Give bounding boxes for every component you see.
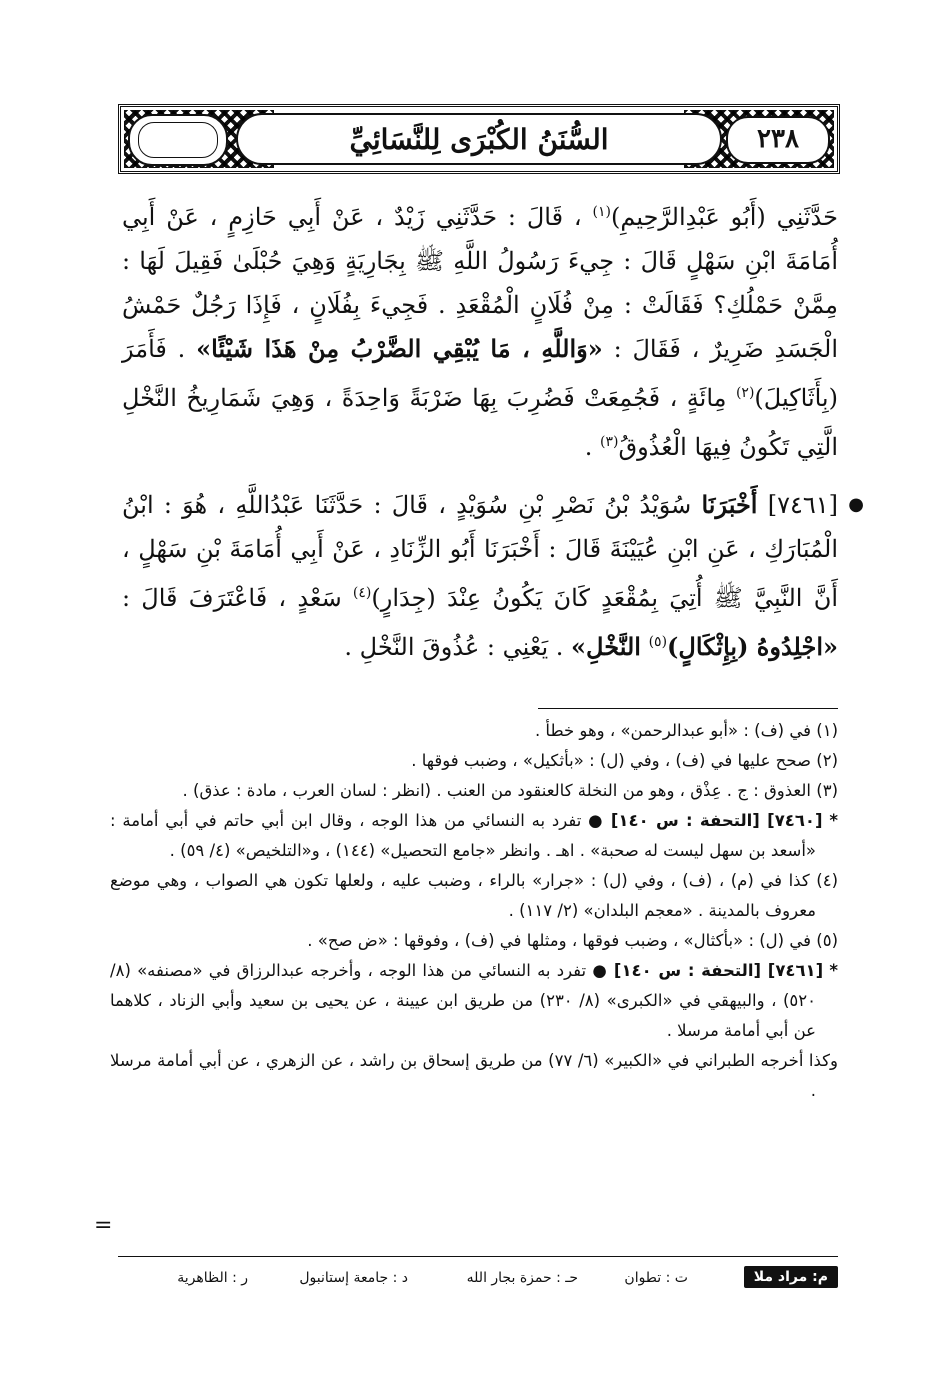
text-line: حَدَّثَنِي (أَبُو عَبْدِالرَّحِيمِ) (611, 203, 838, 231)
siglum-r: ر : الظاهرية (177, 1270, 248, 1286)
text-line: سَعْدٍ ، فَاعْتَرَفَ قَالَ : (122, 584, 342, 612)
text-line: . فَأَمَرَ (بِأَثَاكِيلَ) (122, 335, 838, 412)
star-icon: * (829, 961, 839, 980)
main-text (122, 190, 864, 669)
page-number-box (726, 116, 830, 164)
text-line: النَّبِيَّ ﷺ أُتِيَ بِمُقْعَدٍ كَانَ يَكُونُ عِنْدَ (جِدَارٍ) (371, 584, 803, 612)
takhrij-text: ● تفرد به النسائي من هذا الوجه ، وأخرجه عبدالرزاق في «مصنفه» (٨/ ٥٢٠) ، والبيهقي في «الكبرى» (٨/ ٢٣٠) من طريق ابن عيينة ، عن يحيى بن سعيد وأبي الزناد ، كلاهما عن أبي أمامة مرسلا . (110, 961, 816, 1040)
takhrij-7461 (110, 956, 838, 1046)
prophetic-quote: النَّخْلِ» (571, 632, 641, 661)
text-line: . يَعْنِي : عُذُوقَ النَّخْلِ . (344, 633, 564, 661)
siglum-t: ت : تطوان (624, 1270, 688, 1286)
footnotes (110, 716, 838, 1106)
text-line: مِائَةٍ ، فَجُمِعَتْ (584, 384, 727, 412)
takhrij-7461-cont: وكذا أخرجه الطبراني في «الكبير» (٦/ ٧٧) من طريق إسحاق بن راشد ، عن الزهري ، عن أبي أمامة مرسلا . (110, 1051, 838, 1100)
footnote-2: (٢) صحح عليها في (ف) ، وفي (ل) : «بأثكيل» ، وضبب فوقها . (411, 751, 838, 770)
page-header (118, 104, 840, 174)
text-line: فَقَالَ : (613, 335, 681, 363)
bullet-icon: ● (848, 494, 864, 515)
footnote-1: (١) في (ف) : «أبو عبدالرحمن» ، وهو خطأ . (534, 721, 838, 740)
footnote-5: (٥) في (ل) : «بأكثال» ، وضبب فوقها ، ومثلها في (ف) ، وفوقها : «ض صح» . (307, 931, 838, 950)
text-line: . (584, 433, 593, 461)
takhrij-ref: [٧٤٦١] [التحفة : س ١٤٠] (613, 961, 824, 980)
star-icon: * (829, 811, 838, 830)
footnote-ref: (٢) (735, 385, 755, 401)
header-cartouche (236, 113, 722, 165)
book-logo-icon (128, 114, 228, 166)
takhrij-ref: [٧٤٦٠] [التحفة : س ١٤٠] (610, 811, 823, 830)
book-title: السُّنَنُ الكُبْرَى لِلنَّسَائِيِّ (349, 123, 609, 156)
footnote-ref: (٣) (600, 434, 619, 450)
footnote-3: (٣) العذوق : ج . عِذْق ، وهو من النخلة كالعنقود من العنب . (انظر : لسان العرب ، مادة : عذق) . (182, 781, 838, 800)
hadith-7461 (122, 483, 864, 669)
footnote-divider (538, 708, 838, 709)
page-number: ٢٣٨ (757, 124, 799, 154)
isnad-start: أَخْبَرَنَا (701, 490, 758, 519)
footnote-ref: (١) (592, 204, 612, 220)
book-logo-inner (138, 122, 218, 158)
text-line: فَقَالَتْ : مِنْ فُلَانٍ الْمُقْعَدِ . فَجِيءَ بِفُلَانٍ ، فَإِذَا رَجُلٌ حَمْشُ الْجَسَدِ ضَرِيرٌ ، (122, 291, 839, 363)
footer-divider (118, 1256, 838, 1257)
text-line: ابْنِ سَهْلٍ قَالَ : جِيءَ رَسُولُ اللَّهِ ﷺ بِجَارِيَةٍ وَهِيَ حُبْلَىٰ فَقِيلَ لَهَا : مِمَّنْ حَمْلُكِ؟ (122, 247, 839, 319)
text-line: فَضُرِبَ بِهَا ضَرْبَةً وَاحِدَةً ، وَهِيَ شَمَارِيخُ النَّخْلِ الَّتِي تَكُونُ فِيهَا الْعُذُوقُ (122, 384, 838, 461)
hadith-number: [٧٤٦١] (767, 491, 839, 519)
footnote-4: (٤) كذا في (م) ، (ف) ، وفي (ل) : «جرار» بالراء ، وضبب عليه ، ولعلها تكون هي الصواب ، وهي موضع معروف بالمدينة . «معجم البلدان» (٢/ ١١٧) . (110, 871, 838, 920)
footnote-ref: (٤) (352, 585, 372, 601)
takhrij-text: ● تفرد به النسائي من هذا الوجه ، وقال ابن أبي حاتم في أبي أمامة : «أسعد بن سهل ليست له صحبة» . اهـ . وانظر «جامع التحصيل» (١٤٤) ، و«التلخيص» (٤/ ٥٩) . (110, 811, 816, 860)
siglum-h: حـ : حمزة بجار الله (466, 1270, 578, 1286)
text-line: ، قَالَ : حَدَّثَنِي زَيْدٌ ، عَنْ أَبِي حَازِمٍ ، عَنْ أَبِي أُمَامَةَ (122, 203, 838, 275)
siglum-d: د : جامعة إستانبول (299, 1270, 408, 1286)
text-line: سُوَيْدُ بْنُ نَصْرِ بْنِ سُوَيْدٍ ، قَالَ : حَدَّثَنَا عَبْدُاللَّهِ ، هُوَ : ابْنُ (122, 491, 692, 519)
prophetic-quote: «اجْلِدُوهُ (بِإِثْكَالٍ) (667, 632, 838, 661)
hadith-7460 (122, 190, 838, 469)
text-line: الْمُبَارَكِ ، عَنِ ابْنِ عُيَيْنَةَ قَالَ : أَخْبَرَنَا أَبُو الزِّنَادِ ، عَنْ أَبِي أُمَامَةَ بْنِ سَهْلٍ ، أَنَّ (122, 535, 838, 612)
manuscript-key (118, 1266, 838, 1296)
siglum-m: م: مراد ملا (744, 1266, 838, 1288)
footnote-ref: (٥) (648, 634, 668, 650)
takhrij-7460 (110, 806, 838, 866)
continuation-mark: = (94, 1213, 113, 1238)
prophetic-quote: «وَاللَّهِ ، مَا يُبْقِي الضَّرْبُ مِنْ هَذَا شَيْئًا» (196, 334, 603, 363)
